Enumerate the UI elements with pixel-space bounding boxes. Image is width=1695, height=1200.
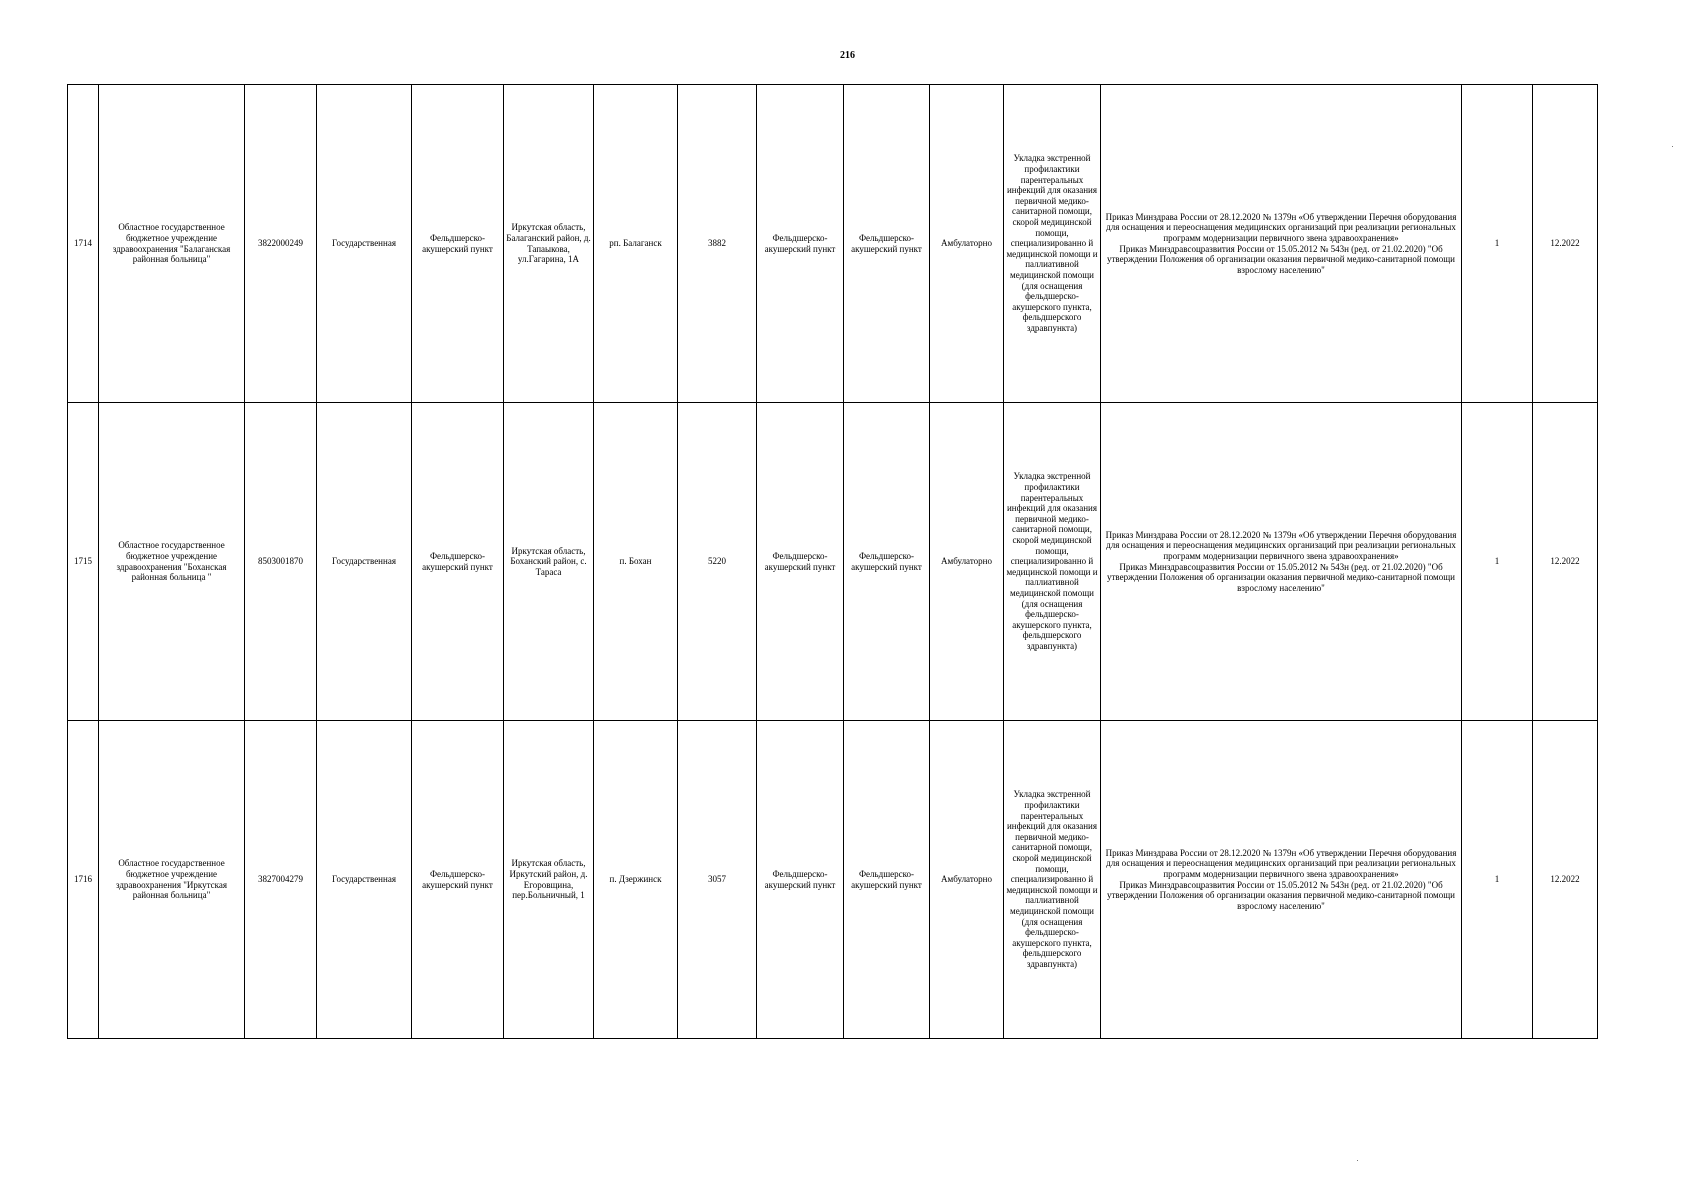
cell-row-number: 1715: [68, 403, 99, 721]
cell-row-number: 1714: [68, 85, 99, 403]
cell-population: 5220: [678, 403, 757, 721]
cell-quantity: 1: [1462, 721, 1533, 1039]
table-row: [68, 85, 1598, 403]
cell-legal-basis: [1101, 85, 1462, 403]
cell-settlement: п. Дзержинск: [594, 721, 678, 1039]
cell-settlement: рп. Балаганск: [594, 85, 678, 403]
scan-speck: [1357, 1160, 1358, 1161]
page-number: 216: [840, 50, 855, 61]
legal-basis-order-1379n: Приказ Минздрава России от 28.12.2020 № 1379н «Об утверждении Перечня оборудования для оснащения и переоснащения медицинских организаций при реализации региональных программ модернизации первичного звена здравоохранения»: [1105, 847, 1457, 879]
cell-subunit-type: Фельдшерско-акушерский пункт: [844, 85, 930, 403]
legal-basis-order-543n: Приказ Минздравсоцразвития России от 15.05.2012 № 543н (ред. от 21.02.2020) "Об утверждении Положения об организации оказания первичной медико-санитарной помощи взрослому населению": [1107, 561, 1455, 593]
cell-subunit: Фельдшерско-акушерский пункт: [757, 85, 844, 403]
cell-address: Иркутская область, Иркутский район, д. Егоровщина, пер.Больничный, 1: [504, 721, 594, 1039]
cell-date: 12.2022: [1533, 85, 1598, 403]
cell-population: 3882: [678, 85, 757, 403]
cell-care-condition: Амбулаторно: [930, 403, 1004, 721]
cell-ownership: Государственная: [317, 85, 412, 403]
legal-basis-order-543n: Приказ Минздравсоцразвития России от 15.05.2012 № 543н (ред. от 21.02.2020) "Об утверждении Положения об организации оказания первичной медико-санитарной помощи взрослому населению": [1107, 243, 1455, 275]
cell-subunit: Фельдшерско-акушерский пункт: [757, 721, 844, 1039]
cell-row-number: 1716: [68, 721, 99, 1039]
table-row: [68, 721, 1598, 1039]
cell-equipment: Укладка экстренной профилактики парентеральных инфекций для оказания первичной медико-санитарной помощи, скорой медицинской помощи, специализированно й медицинской помощи и паллиативной медицинской помощи (для оснащения фельдшерско-акушерского пункта, фельдшерского здравпункта): [1004, 403, 1101, 721]
scan-speck: [1672, 146, 1673, 147]
cell-settlement: п. Бохан: [594, 403, 678, 721]
cell-inn: 3822000249: [245, 85, 317, 403]
cell-unit-type: Фельдшерско-акушерский пункт: [412, 85, 504, 403]
legal-basis-order-543n: Приказ Минздравсоцразвития России от 15.05.2012 № 543н (ред. от 21.02.2020) "Об утверждении Положения об организации оказания первичной медико-санитарной помощи взрослому населению": [1107, 879, 1455, 911]
cell-equipment: Укладка экстренной профилактики парентеральных инфекций для оказания первичной медико-санитарной помощи, скорой медицинской помощи, специализированно й медицинской помощи и паллиативной медицинской помощи (для оснащения фельдшерско-акушерского пункта, фельдшерского здравпункта): [1004, 721, 1101, 1039]
cell-legal-basis: [1101, 403, 1462, 721]
cell-subunit-type: Фельдшерско-акушерский пункт: [844, 403, 930, 721]
cell-population: 3057: [678, 721, 757, 1039]
legal-basis-order-1379n: Приказ Минздрава России от 28.12.2020 № 1379н «Об утверждении Перечня оборудования для оснащения и переоснащения медицинских организаций при реализации региональных программ модернизации первичного звена здравоохранения»: [1105, 211, 1457, 243]
cell-quantity: 1: [1462, 403, 1533, 721]
cell-inn: 3827004279: [245, 721, 317, 1039]
cell-quantity: 1: [1462, 85, 1533, 403]
cell-care-condition: Амбулаторно: [930, 721, 1004, 1039]
cell-date: 12.2022: [1533, 721, 1598, 1039]
equipment-registry-table: [67, 84, 1598, 1039]
cell-unit-type: Фельдшерско-акушерский пункт: [412, 403, 504, 721]
cell-ownership: Государственная: [317, 403, 412, 721]
cell-address: Иркутская область, Боханский район, с. Тараса: [504, 403, 594, 721]
cell-care-condition: Амбулаторно: [930, 85, 1004, 403]
cell-unit-type: Фельдшерско-акушерский пункт: [412, 721, 504, 1039]
cell-subunit: Фельдшерско-акушерский пункт: [757, 403, 844, 721]
legal-basis-order-1379n: Приказ Минздрава России от 28.12.2020 № 1379н «Об утверждении Перечня оборудования для оснащения и переоснащения медицинских организаций при реализации региональных программ модернизации первичного звена здравоохранения»: [1105, 529, 1457, 561]
cell-equipment: Укладка экстренной профилактики парентеральных инфекций для оказания первичной медико-санитарной помощи, скорой медицинской помощи, специализированно й медицинской помощи и паллиативной медицинской помощи (для оснащения фельдшерско-акушерского пункта, фельдшерского здравпункта): [1004, 85, 1101, 403]
cell-subunit-type: Фельдшерско-акушерский пункт: [844, 721, 930, 1039]
cell-organization: Областное государственное бюджетное учреждение здравоохранения "Балаганская районная больница": [99, 85, 245, 403]
cell-legal-basis: [1101, 721, 1462, 1039]
cell-organization: Областное государственное бюджетное учреждение здравоохранения "Иркутская районная больница": [99, 721, 245, 1039]
cell-organization: Областное государственное бюджетное учреждение здравоохранения "Боханская районная больница ": [99, 403, 245, 721]
cell-date: 12.2022: [1533, 403, 1598, 721]
cell-inn: 8503001870: [245, 403, 317, 721]
cell-address: Иркутская область, Балаганский район, д. Тапаыкова, ул.Гагарина, 1А: [504, 85, 594, 403]
cell-ownership: Государственная: [317, 721, 412, 1039]
table-row: [68, 403, 1598, 721]
